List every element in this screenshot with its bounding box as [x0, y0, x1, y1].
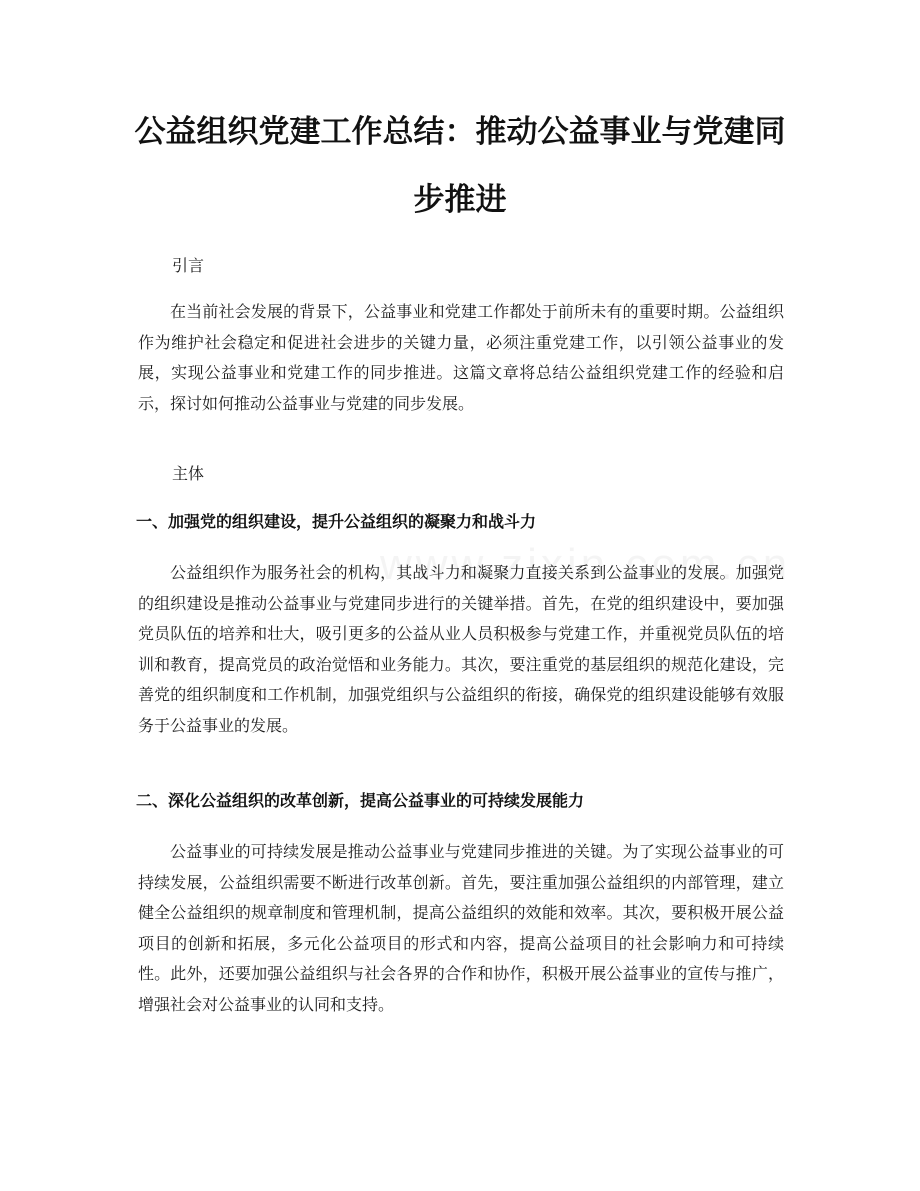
body-label: 主体 [172, 464, 205, 483]
intro-label: 引言 [172, 256, 205, 275]
section-heading-1: 一、加强党的组织建设，提升公益组织的凝聚力和战斗力 [136, 512, 537, 531]
section-paragraph-2: 公益事业的可持续发展是推动公益事业与党建同步推进的关键。为了实现公益事业的可持续发展，公益组织需要不断进行改革创新。首先，要注重加强公益组织的内部管理，建立健全公益组织的规章制度和管理机制，提高公益组织的效能和效率。其次，要积极开展公益项目的创新和拓展，多元化公益项目的形式和内容，提高公益项目的社会影响力和可持续性。此外，还要加强公益组织与社会各界的合作和协作，积极开展公益事业的宣传与推广，增强社会对公益事业的认同和支持。 [138, 842, 784, 1014]
section-heading-2: 二、深化公益组织的改革创新，提高公益事业的可持续发展能力 [136, 791, 585, 810]
intro-paragraph: 在当前社会发展的背景下，公益事业和党建工作都处于前所未有的重要时期。公益组织作为维护社会稳定和促进社会进步的关键力量，必须注重党建工作，以引领公益事业的发展，实现公益事业和党建工作的同步推进。这篇文章将总结公益组织党建工作的经验和启示，探讨如何推动公益事业与党建的同步发展。 [138, 302, 784, 413]
section-paragraph-1: 公益组织作为服务社会的机构，其战斗力和凝聚力直接关系到公益事业的发展。加强党的组织建设是推动公益事业与党建同步进行的关键举措。首先，在党的组织建设中，要加强党员队伍的培养和壮大，吸引更多的公益从业人员积极参与党建工作，并重视党员队伍的培训和教育，提高党员的政治觉悟和业务能力。其次，要注重党的基层组织的规范化建设，完善党的组织制度和工作机制，加强党组织与公益组织的衔接，确保党的组织建设能够有效服务于公益事业的发展。 [138, 563, 784, 735]
document-title: 公益组织党建工作总结：推动公益事业与党建同步推进 [134, 114, 786, 218]
